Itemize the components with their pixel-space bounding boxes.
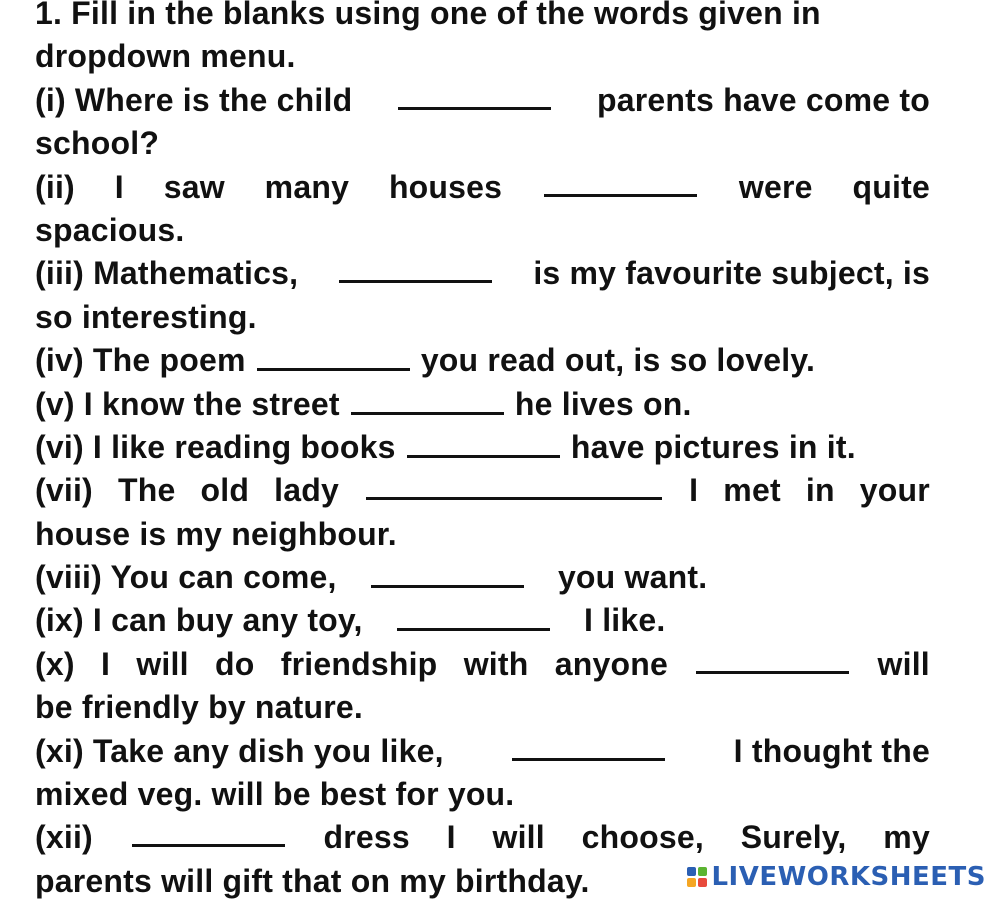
question-vii-word: I: [689, 472, 699, 509]
blank-iv[interactable]: [257, 340, 410, 371]
blank-i[interactable]: [398, 79, 551, 110]
question-iii: [35, 252, 930, 295]
question-xii-word: I: [446, 819, 456, 856]
question-i-text-after: parents have come to: [596, 81, 930, 118]
question-viii-text-before: (viii) You can come,: [35, 559, 337, 596]
question-x-word: will: [136, 645, 189, 682]
question-ii-cont: spacious.: [35, 211, 185, 248]
question-iv-text-before: (iv) The poem: [35, 342, 246, 379]
question-vii-word: old: [200, 472, 250, 509]
blank-xi[interactable]: [512, 730, 665, 761]
blank-viii[interactable]: [371, 557, 524, 588]
logo-text: LIVEWORKSHEETS: [711, 862, 986, 892]
question-iii-cont: so interesting.: [35, 298, 257, 335]
question-x-cont: be friendly by nature.: [35, 689, 364, 726]
question-vi: [35, 426, 930, 469]
question-x: [35, 643, 930, 686]
question-vii-word: lady: [274, 472, 340, 509]
question-vii-word: your: [859, 472, 930, 509]
question-ii-word: houses: [388, 168, 503, 205]
question-xii-word: Surely,: [740, 819, 847, 856]
question-xi-text-before: (xi) Take any dish you like,: [35, 732, 444, 769]
question-x-word: anyone: [554, 645, 668, 682]
blank-x[interactable]: [696, 643, 849, 674]
question-iii-text-after: is my favourite subject, is: [533, 255, 930, 292]
question-ii-word: I: [114, 168, 124, 205]
question-vii-cont: house is my neighbour.: [35, 515, 397, 552]
blank-ix[interactable]: [397, 600, 550, 631]
question-vii: [35, 469, 930, 512]
blank-ii[interactable]: [544, 166, 697, 197]
question-ix: [35, 599, 930, 642]
liveworksheets-logo[interactable]: [683, 860, 990, 894]
question-vi-text-after: have pictures in it.: [570, 428, 856, 465]
question-ii-word: quite: [852, 168, 930, 205]
question-vi-text-before: (vi) I like reading books: [35, 428, 396, 465]
blank-vi[interactable]: [407, 427, 560, 458]
question-v: [35, 383, 930, 426]
question-ii: [35, 166, 930, 209]
question-xii-word: dress: [323, 819, 410, 856]
question-i-text-before: [35, 79, 352, 122]
question-ix-text-after: I like.: [584, 602, 666, 639]
question-iv-text-after: you read out, is so lovely.: [420, 342, 816, 379]
question-xi: [35, 730, 930, 773]
question-xi-text-after: I thought the: [733, 732, 930, 769]
question-vii-word: met: [723, 472, 781, 509]
question-ii-word: saw: [163, 168, 225, 205]
question-viii: [35, 556, 930, 599]
worksheet: [35, 0, 930, 903]
question-vii-word: (vii): [35, 472, 93, 509]
question-ii-word: were: [738, 168, 813, 205]
question-iv: [35, 339, 930, 382]
question-x-word: do: [214, 645, 255, 682]
question-x-word: I: [100, 645, 111, 682]
blank-v[interactable]: [351, 384, 504, 415]
question-x-word: (x): [35, 645, 75, 682]
blank-vii[interactable]: [366, 469, 662, 500]
question-i: [35, 79, 930, 122]
question-x-word: will: [877, 645, 930, 682]
question-viii-text-after: you want.: [557, 559, 708, 596]
question-xii-cont: parents will gift that on my birthday.: [35, 862, 590, 899]
liveworksheets-logo-icon: [687, 867, 707, 887]
question-xii-word: choose,: [581, 819, 704, 856]
blank-iii[interactable]: [339, 252, 492, 283]
question-i-lead: (i) Where is the child: [35, 81, 353, 118]
question-ii-word: (ii): [35, 168, 75, 205]
question-xii-word: will: [492, 819, 545, 856]
instruction-title-cont: dropdown menu.: [35, 38, 296, 75]
blank-xii[interactable]: [132, 816, 285, 847]
question-vii-word: in: [805, 472, 835, 509]
question-xii-word: my: [883, 819, 930, 856]
question-x-word: with: [463, 645, 529, 682]
question-xi-cont: mixed veg. will be best for you.: [35, 776, 515, 813]
question-ii-word: many: [264, 168, 350, 205]
question-iii-text-before: (iii) Mathematics,: [35, 255, 299, 292]
question-xii: [35, 816, 930, 859]
question-i-cont: school?: [35, 125, 160, 162]
question-ix-text-before: (ix) I can buy any toy,: [35, 602, 363, 639]
question-v-text-after: he lives on.: [514, 385, 692, 422]
instruction-title: 1. Fill in the blanks using one of the words given in: [35, 0, 821, 31]
question-x-word: friendship: [280, 645, 438, 682]
question-v-text-before: (v) I know the street: [35, 385, 340, 422]
question-vii-word: The: [117, 472, 176, 509]
question-xii-word: (xii): [35, 819, 93, 856]
